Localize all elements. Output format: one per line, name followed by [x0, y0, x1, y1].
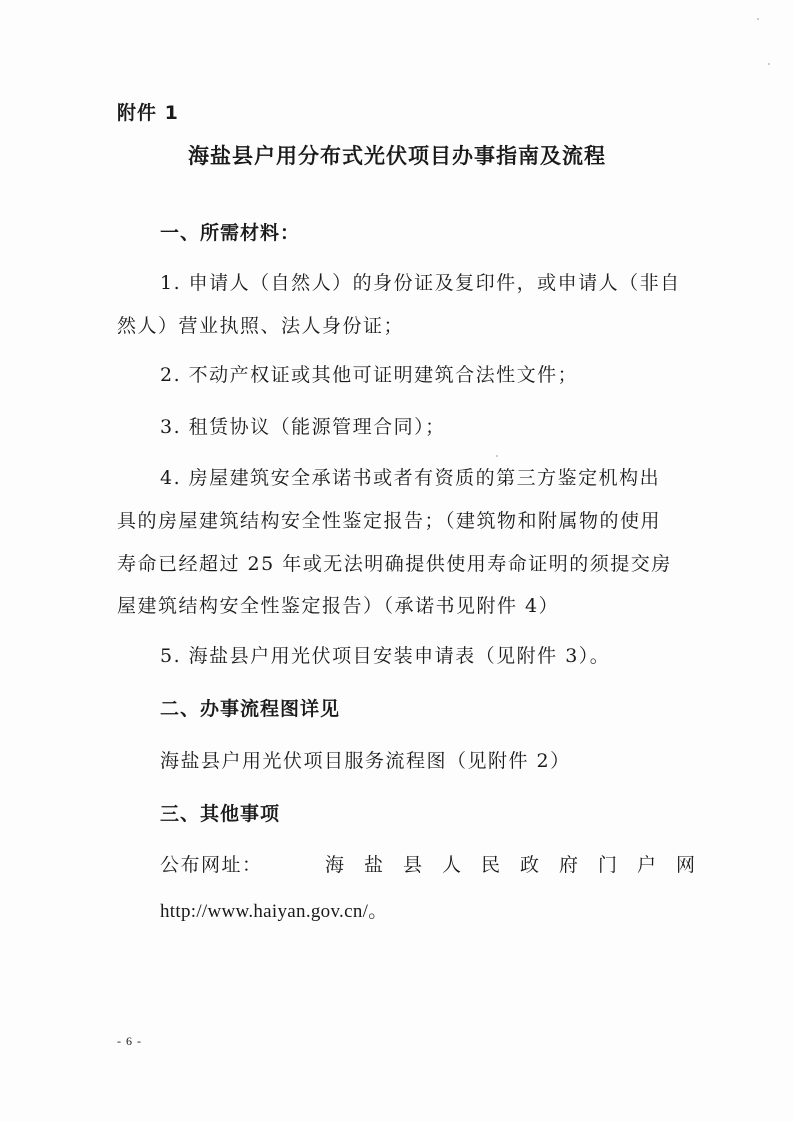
item3: 3. 租赁协议（能源管理合同）；: [160, 416, 446, 438]
publish-site: 海盐县人民政府门户网: [324, 854, 715, 876]
attachment-label: 附件 1: [117, 102, 179, 124]
item4-line2: 具的房屋建筑结构安全性鉴定报告；（建筑物和附属物的使用: [117, 510, 662, 532]
item4-line4: 屋建筑结构安全性鉴定报告）（承诺书见附件 4）: [117, 595, 560, 617]
item1-line2: 然人）营业执照、法人身份证；: [117, 315, 405, 337]
item4-line1: 4. 房屋建筑安全承诺书或者有资质的第三方鉴定机构出: [160, 467, 661, 489]
item1-line1: 1. 申请人（自然人）的身份证及复印件，或申请人（非自: [160, 272, 681, 294]
publish-address-line: [160, 854, 715, 876]
scan-speck: [757, 18, 759, 20]
item4-line3: 寿命已经超过 25 年或无法明确提供使用寿命证明的须提交房: [117, 553, 672, 575]
website-url: http://www.haiyan.gov.cn/。: [160, 901, 388, 922]
section1-heading: 一、所需材料：: [160, 222, 301, 244]
publish-label: 公布网址：: [160, 854, 263, 876]
item2: 2. 不动产权证或其他可证明建筑合法性文件；: [160, 364, 579, 386]
page-number: - 6 -: [117, 1034, 142, 1048]
flowchart-reference: 海盐县户用光伏项目服务流程图（见附件 2）: [160, 750, 571, 772]
section3-heading: 三、其他事项: [160, 803, 281, 825]
document-title: 海盐县户用分布式光伏项目办事指南及流程: [188, 144, 606, 168]
item5: 5. 海盐县户用光伏项目安装申请表（见附件 3）。: [160, 645, 611, 667]
scan-speck: [768, 63, 770, 65]
scan-speck: [496, 455, 498, 457]
section2-heading: 二、办事流程图详见: [160, 698, 341, 720]
